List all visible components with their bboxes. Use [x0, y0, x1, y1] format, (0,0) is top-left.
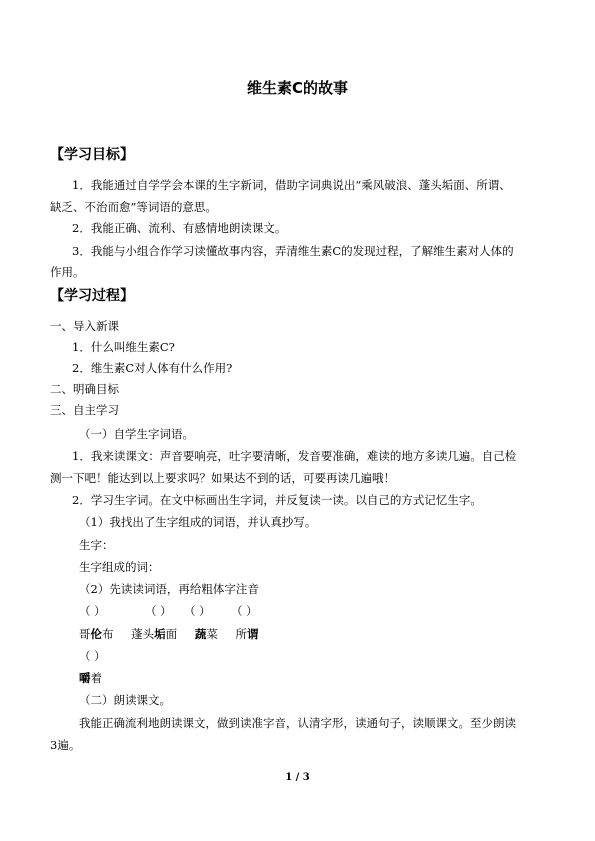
read-requirement-line-2: 3遍。: [50, 738, 81, 752]
step-1-q2: 2．维生素C对人体有什么作用?: [72, 361, 233, 375]
goal-3-line-1: 3．我能与小组合作学习读懂故事内容，弄清维生素C的发现过程，了解维生素对人体的: [72, 244, 514, 258]
vocab-word-suowei: 所谓: [235, 627, 259, 641]
goal-1-line-2: 缺乏、不治而愈”等词语的意思。: [50, 200, 217, 214]
page-number: 1 / 3: [285, 772, 310, 783]
pinyin-blank[interactable]: （ ）: [184, 604, 211, 618]
goal-3-line-2: 作用。: [50, 265, 85, 279]
step-2: 二、明确目标: [50, 382, 119, 396]
pinyin-blank[interactable]: （ ）: [79, 604, 106, 618]
pinyin-instruction: （2）先读读词语，再给粗体字注音: [79, 582, 259, 596]
shengzi-label: 生字：: [79, 538, 114, 552]
read-aloud-line-1: 1．我来读课文：声音要响亮，吐字要清晰，发音要准确，难读的地方多读几遍。自己检: [72, 449, 517, 463]
words-label: 生字组成的词：: [79, 560, 160, 574]
read-aloud-line-2: 测一下吧！能达到以上要求吗？如果达不到的话，可要再读几遍哦！: [50, 471, 395, 485]
vocab-word-juezhe: 嚼着: [79, 671, 102, 685]
goal-2: 2．我能正确、流利、有感情地朗读课文。: [72, 221, 287, 235]
learn-words: 2．学习生字词。在文中标画出生字词，并反复读一读。以自己的方式记忆生字。: [72, 493, 482, 507]
process-heading: 【学习过程】: [50, 288, 134, 304]
vocab-word-shucai: 蔬菜: [194, 627, 218, 641]
read-requirement-line-1: 我能正确流利地朗读课文，做到读准字音，认清字形，读通句子，读顺课文。至少朗读: [79, 716, 516, 730]
step-3-sub-2: （二）朗读课文。: [79, 693, 171, 707]
goals-heading: 【学习目标】: [50, 147, 134, 163]
vocab-word-gelunbu: 哥伦布: [79, 627, 114, 641]
pinyin-blank[interactable]: （ ）: [145, 604, 172, 618]
goal-1-line-1: 1．我能通过自学学会本课的生字新词，借助字词典说出“乘风破浪、蓬头垢面、所谓、: [72, 178, 511, 192]
pinyin-blank-2[interactable]: （ ）: [79, 649, 106, 663]
step-1: 一、导入新课: [50, 319, 119, 333]
vocab-word-pengtougoumian: 蓬头垢面: [131, 627, 178, 641]
vocab-words-row: [79, 626, 258, 642]
pinyin-blank[interactable]: （ ）: [231, 604, 258, 618]
step-1-q1: 1．什么叫维生素C?: [72, 340, 175, 354]
copy-words: （1）我找出了生字组成的词语，并认真抄写。: [79, 515, 317, 529]
step-3: 三、自主学习: [50, 403, 119, 417]
document-title: 维生素C的故事: [246, 79, 348, 97]
step-3-sub-1: （一）自学生字词语。: [79, 427, 194, 441]
